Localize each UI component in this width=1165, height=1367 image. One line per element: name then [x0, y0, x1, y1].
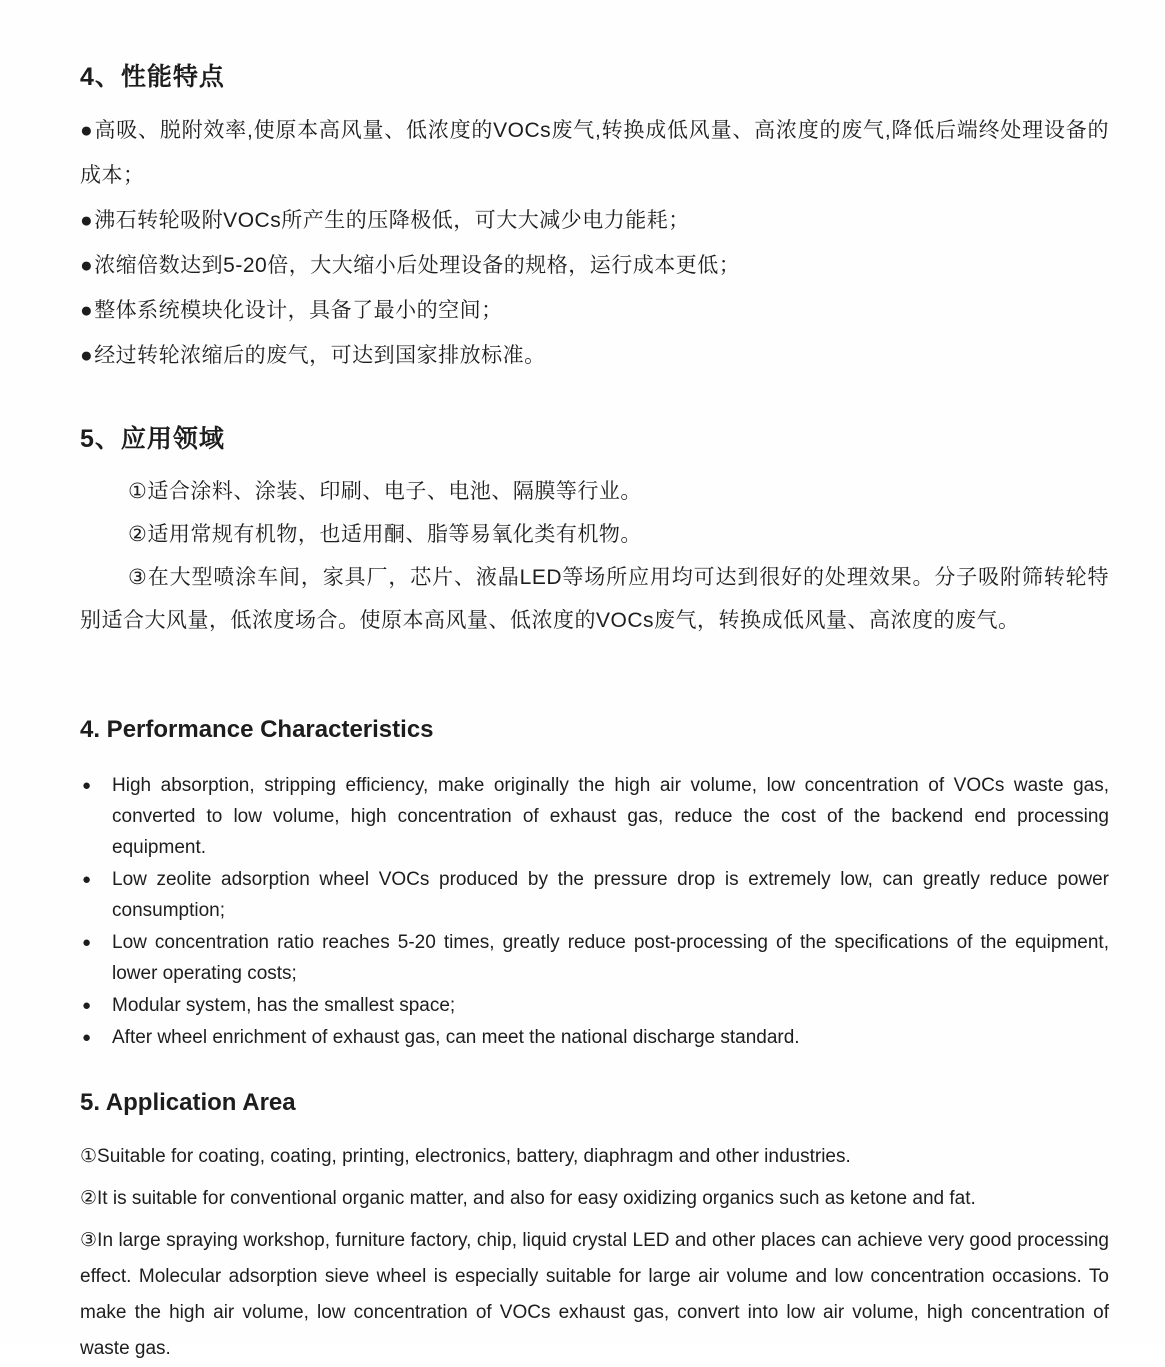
en-performance-bullet-text: Low zeolite adsorption wheel VOCs produced by the pressure drop is extremely low, can greatly reduce power consumption;: [112, 869, 1109, 921]
section-application-cn: [80, 424, 1109, 642]
cn-application-item: ①适合涂料、涂装、印刷、电子、电池、隔膜等行业。: [128, 480, 642, 503]
cn-performance-bullet-text: 经过转轮浓缩后的废气，可达到国家排放标准。: [94, 344, 546, 367]
heading-performance-en: 4. Performance Characteristics: [80, 716, 434, 743]
en-performance-bullet-text: Modular system, has the smallest space;: [112, 995, 456, 1016]
section-performance-cn: [80, 62, 1109, 378]
cn-performance-bullet-text: 沸石转轮吸附VOCs所产生的压降极低，可大大减少电力能耗；: [94, 209, 690, 232]
heading-application-cn: 5、应用领域: [80, 425, 225, 453]
en-performance-bullet: [80, 770, 1109, 863]
section-application-en: [80, 1089, 1109, 1367]
en-performance-bullet: [80, 990, 1109, 1021]
en-performance-bullet-text: Low concentration ratio reaches 5-20 times, greatly reduce post-processing of the specifications of the equipment, lower operating costs;: [112, 932, 1109, 984]
cn-performance-bullet-text: 整体系统模块化设计，具备了最小的空间；: [94, 299, 503, 322]
cn-application-item: ②适用常规有机物，也适用酮、脂等易氧化类有机物。: [128, 523, 642, 546]
en-performance-bullet: [80, 864, 1109, 926]
bullet-icon: ●: [82, 871, 92, 888]
cn-performance-bullet-text: 高吸、脱附效率,使原本高风量、低浓度的VOCs废气,转换成低风量、高浓度的废气,降低后端终处理设备的成本；: [80, 119, 1109, 187]
bullet-icon: ●: [82, 777, 92, 794]
en-application-item: ②It is suitable for conventional organic matter, and also for easy oxidizing organics such as ketone and fat.: [80, 1188, 976, 1209]
en-performance-bullet-text: High absorption, stripping efficiency, make originally the high air volume, low concentration of VOCs waste gas, converted to low volume, high concentration of exhaust gas, reduce the cost of the backend end processing equipment.: [112, 775, 1109, 858]
en-performance-bullet: [80, 1022, 1109, 1053]
en-performance-bullet-text: After wheel enrichment of exhaust gas, can meet the national discharge standard.: [112, 1027, 800, 1048]
en-performance-bullet: [80, 927, 1109, 989]
bullet-icon: ●: [82, 997, 92, 1014]
heading-performance-cn: 4、性能特点: [80, 63, 225, 91]
bullet-icon: ●: [80, 209, 94, 232]
en-application-item: ③In large spraying workshop, furniture factory, chip, liquid crystal LED and other places can achieve very good processing effect. Molecular adsorption sieve wheel is especially suitable for large air volume and low concentration occasions. To make the high air volume, low concentration of VOCs exhaust gas, convert into low air volume, high concentration of waste gas.: [80, 1230, 1109, 1359]
section-performance-en: [80, 716, 1109, 1053]
cn-performance-bullet: [80, 198, 1109, 243]
cn-performance-bullet: [80, 108, 1109, 198]
cn-performance-bullet: [80, 243, 1109, 288]
bullet-icon: ●: [82, 1029, 92, 1046]
cn-performance-bullet: [80, 333, 1109, 378]
cn-performance-bullet: [80, 288, 1109, 333]
cn-performance-bullet-text: 浓缩倍数达到5-20倍，大大缩小后处理设备的规格，运行成本更低；: [94, 254, 741, 277]
en-application-item: ①Suitable for coating, coating, printing, electronics, battery, diaphragm and other industries.: [80, 1146, 851, 1167]
bullet-icon: ●: [82, 934, 92, 951]
heading-application-en: 5. Application Area: [80, 1089, 296, 1116]
bullet-icon: ●: [80, 344, 94, 367]
cn-application-item: ③在大型喷涂车间，家具厂，芯片、液晶LED等场所应用均可达到很好的处理效果。分子吸附筛转轮特别适合大风量，低浓度场合。使原本高风量、低浓度的VOCs废气，转换成低风量、高浓度的废气。: [80, 566, 1109, 632]
bullet-icon: ●: [80, 299, 94, 322]
bullet-icon: ●: [80, 119, 94, 142]
bullet-icon: ●: [80, 254, 94, 277]
